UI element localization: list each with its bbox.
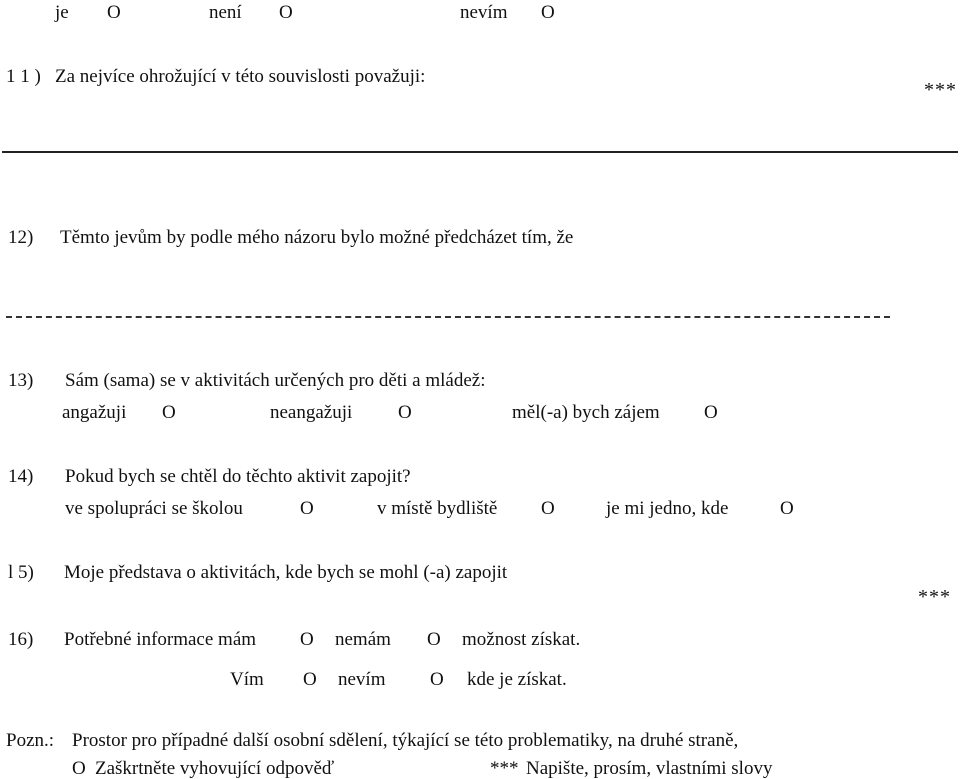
q14-option-label: je mi jedno, kde — [606, 498, 729, 519]
q13-question: Sám (sama) se v aktivitách určených pro děti a mládež: — [65, 370, 486, 391]
q14-option-label: v místě bydliště — [377, 498, 498, 519]
note-text: Prostor pro případné další osobní sdělení, týkající se této problematiky, na druhé straně, — [72, 730, 739, 751]
q10-option-circle[interactable]: O — [279, 2, 293, 23]
legend-circle-symbol: O — [72, 758, 86, 779]
legend-stars-symbol: *** — [490, 758, 519, 779]
q12-answer-dashed-line — [6, 316, 890, 318]
q16-option-label: kde je získat. — [467, 669, 567, 690]
q15-question: Moje představa o aktivitách, kde bych se mohl (-a) zapojit — [64, 562, 508, 583]
q13-option-label: angažuji — [62, 402, 127, 423]
q16-option-label: Vím — [230, 669, 264, 690]
q14-question: Pokud bych se chtěl do těchto aktivit zapojit? — [65, 466, 411, 487]
q16-option-circle[interactable]: O — [430, 669, 444, 690]
legend-circle-text: Zaškrtněte vyhovující odpověď — [95, 758, 335, 779]
q13-option-circle[interactable]: O — [398, 402, 412, 423]
q14-option-circle[interactable]: O — [780, 498, 794, 519]
q11-answer-line — [2, 151, 958, 153]
q13-option-label: měl(-a) bych zájem — [512, 402, 660, 423]
q12-question: Těmto jevům by podle mého názoru bylo možné předcházet tím, že — [60, 227, 574, 248]
q13-option-circle[interactable]: O — [162, 402, 176, 423]
q11-question: Za nejvíce ohrožující v této souvislosti považuji: — [55, 66, 426, 87]
q12-number: 12) — [8, 227, 34, 248]
q10-option-label: je — [55, 2, 69, 23]
q11-number: 1 1 ) — [6, 66, 41, 87]
q10-option-label: nevím — [460, 2, 508, 23]
q16-option-label: Potřebné informace mám — [64, 629, 257, 650]
q16-option-circle[interactable]: O — [300, 629, 314, 650]
q14-option-label: ve spolupráci se školou — [65, 498, 243, 519]
q14-option-circle[interactable]: O — [541, 498, 555, 519]
q13-option-circle[interactable]: O — [704, 402, 718, 423]
q16-option-label: nevím — [338, 669, 386, 690]
q13-number: 13) — [8, 370, 34, 391]
q15-free-text-marker: *** — [918, 586, 951, 608]
q13-option-label: neangažuji — [270, 402, 353, 423]
q10-option-circle[interactable]: O — [541, 2, 555, 23]
q16-option-label: nemám — [335, 629, 391, 650]
q16-option-label: možnost získat. — [462, 629, 581, 650]
q14-number: 14) — [8, 466, 34, 487]
q16-option-circle[interactable]: O — [427, 629, 441, 650]
q16-option-circle[interactable]: O — [303, 669, 317, 690]
q15-number: l 5) — [8, 562, 34, 583]
q16-number: 16) — [8, 629, 34, 650]
q10-option-circle[interactable]: O — [107, 2, 121, 23]
q10-option-label: není — [209, 2, 242, 23]
legend-stars-text: Napište, prosím, vlastními slovy — [526, 758, 773, 779]
note-label: Pozn.: — [6, 730, 55, 751]
q11-free-text-marker: *** — [924, 79, 957, 101]
q14-option-circle[interactable]: O — [300, 498, 314, 519]
